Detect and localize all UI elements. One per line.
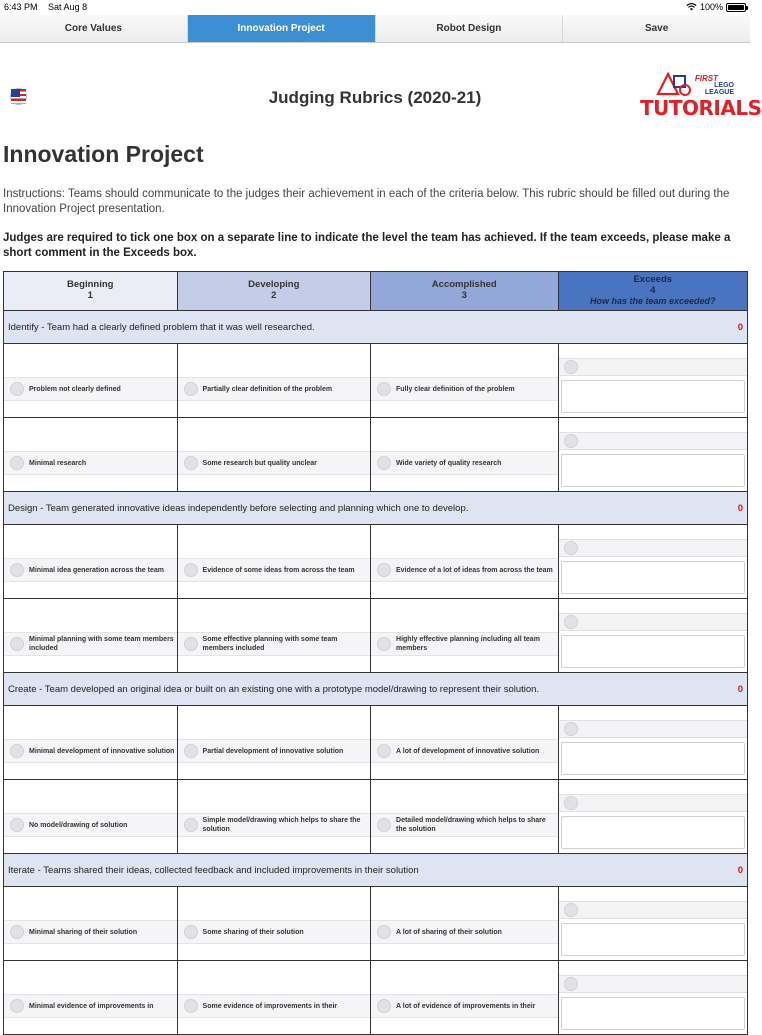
rubric-option[interactable] bbox=[4, 920, 177, 944]
exceeds-option[interactable] bbox=[559, 613, 747, 631]
radio-button-icon[interactable] bbox=[377, 637, 391, 651]
radio-button-icon[interactable] bbox=[377, 744, 391, 758]
rubric-cell bbox=[178, 525, 371, 598]
radio-button-icon[interactable] bbox=[184, 744, 198, 758]
exceeds-comment-field[interactable] bbox=[561, 561, 745, 594]
rubric-cell bbox=[178, 780, 371, 853]
exceeds-cell bbox=[559, 525, 747, 598]
rubric-option-label: Simple model/drawing which helps to share the solution bbox=[202, 817, 361, 833]
radio-button-icon[interactable] bbox=[10, 637, 24, 651]
criteria-title: Create - Team developed an original idea or built on an existing one with a prototype model/drawing to represent their solution. bbox=[8, 683, 540, 695]
exceeds-cell bbox=[559, 418, 747, 491]
rubric-cell bbox=[178, 706, 371, 779]
radio-button-icon[interactable] bbox=[564, 360, 578, 374]
rubric-cell bbox=[178, 599, 371, 672]
radio-button-icon[interactable] bbox=[184, 925, 198, 939]
tab-innovation-project[interactable]: Innovation Project bbox=[188, 15, 376, 42]
radio-button-icon[interactable] bbox=[184, 999, 198, 1013]
rubric-option[interactable] bbox=[178, 994, 370, 1018]
rubric-option-label: Detailed model/drawing which helps to share the solution bbox=[396, 817, 546, 833]
rubric-option-label: Minimal sharing of their solution bbox=[29, 928, 138, 936]
column-developing: Developing 2 bbox=[178, 272, 371, 310]
rubric-cell bbox=[371, 706, 559, 779]
rubric-option[interactable] bbox=[178, 558, 370, 582]
rubric-option-label: Minimal evidence of improvements in bbox=[29, 1002, 154, 1010]
radio-button-icon[interactable] bbox=[564, 615, 578, 629]
rubric-option-label: No model/drawing of solution bbox=[29, 821, 128, 829]
rubric-cell bbox=[371, 961, 559, 1034]
radio-button-icon[interactable] bbox=[10, 999, 24, 1013]
save-button[interactable]: Save bbox=[563, 15, 750, 42]
rubric-cell bbox=[371, 344, 559, 417]
status-date: Sat Aug 8 bbox=[48, 2, 88, 12]
rubric-option[interactable] bbox=[178, 739, 370, 763]
rubric-row bbox=[4, 706, 747, 780]
rubric-option-label: Partially clear definition of the problem bbox=[202, 385, 333, 393]
rubric-option-label: Some evidence of improvements in their bbox=[202, 1002, 338, 1010]
radio-button-icon[interactable] bbox=[184, 818, 198, 832]
rubric-option[interactable] bbox=[4, 451, 177, 475]
rubric-option[interactable] bbox=[371, 558, 558, 582]
radio-button-icon[interactable] bbox=[564, 722, 578, 736]
radio-button-icon[interactable] bbox=[184, 456, 198, 470]
battery-icon bbox=[726, 3, 746, 12]
radio-button-icon[interactable] bbox=[10, 744, 24, 758]
exceeds-comment-field[interactable] bbox=[561, 997, 745, 1030]
rubric-cell bbox=[178, 887, 371, 960]
rubric-option[interactable] bbox=[178, 632, 370, 656]
exceeds-cell bbox=[559, 344, 747, 417]
rubric-cell bbox=[4, 706, 178, 779]
rubric-row bbox=[4, 961, 747, 1035]
status-bar bbox=[0, 0, 750, 15]
exceeds-cell bbox=[559, 706, 747, 779]
rubric-option[interactable] bbox=[371, 377, 558, 401]
status-time: 6:43 PM bbox=[4, 2, 38, 12]
rubric-cell bbox=[371, 525, 559, 598]
radio-button-icon[interactable] bbox=[10, 456, 24, 470]
radio-button-icon[interactable] bbox=[564, 977, 578, 991]
radio-button-icon[interactable] bbox=[184, 637, 198, 651]
criteria-score: 0 bbox=[737, 321, 743, 333]
exceeds-comment-field[interactable] bbox=[561, 635, 745, 668]
tab-core-values[interactable]: Core Values bbox=[0, 15, 188, 42]
first-lego-league-tutorials-logo bbox=[638, 72, 762, 120]
rubric-option-label: Minimal planning with some team members included bbox=[29, 636, 174, 652]
rubric-option-label: Minimal development of innovative solution bbox=[29, 747, 175, 755]
criteria-section-header bbox=[4, 492, 747, 525]
rubric-option[interactable] bbox=[4, 377, 177, 401]
tab-robot-design[interactable]: Robot Design bbox=[376, 15, 564, 42]
radio-button-icon[interactable] bbox=[184, 382, 198, 396]
rubric-cell bbox=[4, 599, 178, 672]
radio-button-icon[interactable] bbox=[564, 796, 578, 810]
exceeds-comment-field[interactable] bbox=[561, 816, 745, 849]
rubric-cell bbox=[4, 344, 178, 417]
rubric-option[interactable] bbox=[178, 451, 370, 475]
rubric-option[interactable] bbox=[178, 377, 370, 401]
rubric-row bbox=[4, 418, 747, 492]
rubric-option-label: Highly effective planning including all team members bbox=[396, 636, 540, 652]
exceeds-comment-field[interactable] bbox=[561, 923, 745, 956]
rubric-option[interactable] bbox=[371, 739, 558, 763]
page-title: Judging Rubrics (2020-21) bbox=[268, 88, 482, 107]
rubric-option-label: Minimal idea generation across the team bbox=[29, 566, 164, 574]
rubric-option-label: Evidence of some ideas from across the team bbox=[202, 566, 355, 574]
rubric-option-label: Fully clear definition of the problem bbox=[396, 385, 515, 393]
exceeds-option[interactable] bbox=[559, 901, 747, 919]
rubric-option[interactable] bbox=[178, 920, 370, 944]
rubric-cell bbox=[178, 961, 371, 1034]
section-heading: Innovation Project bbox=[3, 141, 204, 167]
radio-button-icon[interactable] bbox=[10, 382, 24, 396]
column-accomplished: Accomplished 3 bbox=[371, 272, 559, 310]
rubric-option[interactable] bbox=[4, 632, 177, 656]
criteria-title: Design - Team generated innovative ideas independently before selecting and planning which one to develop. bbox=[8, 502, 469, 514]
radio-button-icon[interactable] bbox=[377, 456, 391, 470]
rubric-option[interactable] bbox=[371, 632, 558, 656]
logo-shapes-icon bbox=[654, 72, 694, 98]
rubric-option-label: Evidence of a lot of ideas from across the team bbox=[396, 566, 553, 574]
radio-button-icon[interactable] bbox=[10, 925, 24, 939]
rubric-cell bbox=[371, 780, 559, 853]
battery-percent: 100% bbox=[699, 2, 723, 12]
radio-button-icon[interactable] bbox=[10, 563, 24, 577]
radio-button-icon[interactable] bbox=[377, 818, 391, 832]
rubric-header-row bbox=[4, 272, 747, 311]
rubric-table bbox=[3, 271, 748, 1035]
rubric-cell bbox=[371, 599, 559, 672]
judges-note: Judges are required to tick one box on a separate line to indicate the level the team has achieved. If the team exceeds, please make a short comment in the Exceeds box. bbox=[3, 232, 731, 259]
rubric-option[interactable] bbox=[4, 739, 177, 763]
rubric-cell bbox=[4, 418, 178, 491]
rubric-row bbox=[4, 525, 747, 599]
exceeds-option[interactable] bbox=[559, 432, 747, 450]
logo-lego-league: LEGO LEAGUE bbox=[704, 82, 734, 96]
rubric-row bbox=[4, 344, 747, 418]
tab-bar bbox=[0, 15, 750, 43]
rubric-row bbox=[4, 887, 747, 961]
instructions-text: Instructions: Teams should communicate to the judges their achievement in each of the criteria below. This rubric should be filled out during the Innovation Project presentation. bbox=[3, 188, 730, 215]
rubric-option-label: Minimal research bbox=[29, 459, 87, 467]
exceeds-option[interactable] bbox=[559, 720, 747, 738]
rubric-option[interactable] bbox=[371, 920, 558, 944]
rubric-cell bbox=[4, 887, 178, 960]
rubric-option-label: A lot of development of innovative solution bbox=[396, 747, 540, 755]
rubric-cell bbox=[178, 418, 371, 491]
exceeds-option[interactable] bbox=[559, 539, 747, 557]
criteria-section-header bbox=[4, 311, 747, 344]
criteria-title: Iterate - Teams shared their ideas, collected feedback and included improvements in their solution bbox=[8, 864, 419, 876]
logo-tutorials: TUTORIALS bbox=[640, 96, 762, 120]
logo-first: FIRST bbox=[694, 74, 718, 83]
rubric-row bbox=[4, 780, 747, 854]
rubric-row bbox=[4, 599, 747, 673]
criteria-section-header bbox=[4, 854, 747, 887]
rubric-option[interactable] bbox=[4, 813, 177, 837]
radio-button-icon[interactable] bbox=[10, 818, 24, 832]
criteria-section-header bbox=[4, 673, 747, 706]
column-exceeds: Exceeds 4 How has the team exceeded? bbox=[559, 272, 747, 310]
rubric-option[interactable] bbox=[371, 994, 558, 1018]
rubric-option[interactable] bbox=[371, 813, 558, 837]
rubric-option-label: Partial development of innovative solution bbox=[202, 747, 344, 755]
rubric-cell bbox=[4, 961, 178, 1034]
radio-button-icon[interactable] bbox=[564, 434, 578, 448]
exceeds-cell bbox=[559, 961, 747, 1034]
exceeds-option[interactable] bbox=[559, 794, 747, 812]
rubric-option[interactable] bbox=[4, 994, 177, 1018]
criteria-score: 0 bbox=[737, 864, 743, 876]
radio-button-icon[interactable] bbox=[377, 925, 391, 939]
exceeds-cell bbox=[559, 780, 747, 853]
criteria-title: Identify - Team had a clearly defined problem that it was well researched. bbox=[8, 321, 315, 333]
radio-button-icon[interactable] bbox=[184, 563, 198, 577]
exceeds-option[interactable] bbox=[559, 975, 747, 993]
rubric-option[interactable] bbox=[371, 451, 558, 475]
rubric-option-label: A lot of sharing of their solution bbox=[396, 928, 502, 936]
rubric-option-label: Some sharing of their solution bbox=[202, 928, 304, 936]
radio-button-icon[interactable] bbox=[564, 903, 578, 917]
rubric-option-label: Problem not clearly defined bbox=[29, 385, 121, 393]
exceeds-cell bbox=[559, 599, 747, 672]
radio-button-icon[interactable] bbox=[377, 382, 391, 396]
exceeds-cell bbox=[559, 887, 747, 960]
rubric-cell bbox=[178, 344, 371, 417]
wifi-icon bbox=[686, 3, 697, 11]
rubric-cell bbox=[4, 780, 178, 853]
radio-button-icon[interactable] bbox=[564, 541, 578, 555]
radio-button-icon[interactable] bbox=[377, 999, 391, 1013]
exceeds-comment-field[interactable] bbox=[561, 454, 745, 487]
exceeds-comment-field[interactable] bbox=[561, 742, 745, 775]
rubric-cell bbox=[4, 525, 178, 598]
criteria-score: 0 bbox=[737, 502, 743, 514]
rubric-cell bbox=[371, 887, 559, 960]
radio-button-icon[interactable] bbox=[377, 563, 391, 577]
rubric-option-label: Wide variety of quality research bbox=[396, 459, 502, 467]
rubric-option-label: A lot of evidence of improvements in their bbox=[396, 1002, 536, 1010]
rubric-option[interactable] bbox=[178, 813, 370, 837]
rubric-option-label: Some effective planning with some team members included bbox=[202, 636, 338, 652]
criteria-score: 0 bbox=[737, 683, 743, 695]
rubric-cell bbox=[371, 418, 559, 491]
exceeds-comment-field[interactable] bbox=[561, 380, 745, 413]
column-beginning: Beginning 1 bbox=[4, 272, 178, 310]
rubric-option-label: Some research but quality unclear bbox=[202, 459, 317, 467]
rubric-option[interactable] bbox=[4, 558, 177, 582]
exceeds-option[interactable] bbox=[559, 358, 747, 376]
